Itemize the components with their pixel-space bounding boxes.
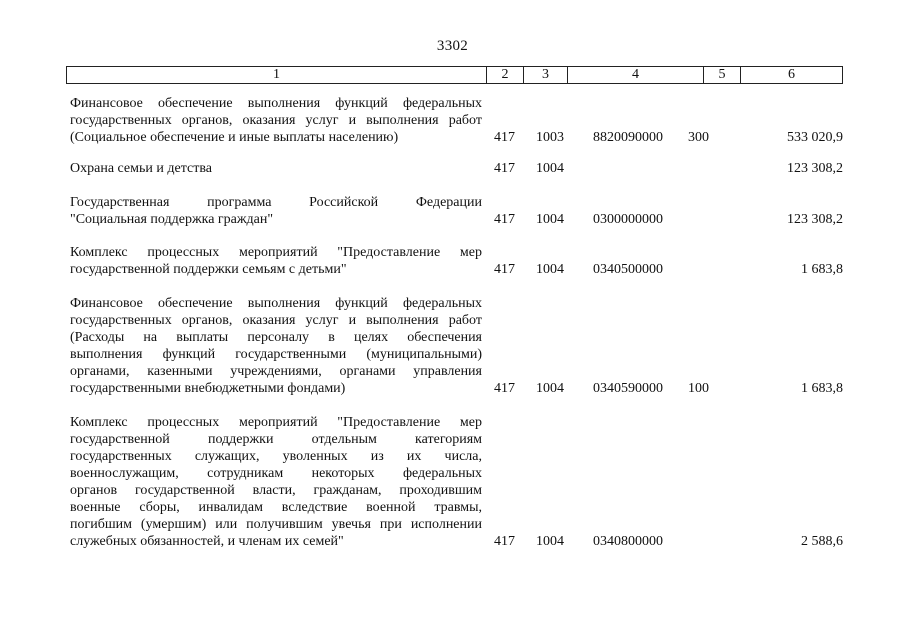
row-description-line: (Социальное обеспечение и иные выплаты населению): [70, 130, 399, 145]
row-cs-code: 8820090000: [593, 130, 663, 145]
row-rz-code: 1004: [536, 212, 564, 227]
row-description: [70, 414, 482, 550]
row-description: [70, 194, 482, 228]
row-description: [70, 295, 482, 397]
row-gr-code: 417: [494, 212, 515, 227]
row-description-line: государственных органов, оказания услуг и выполнения работ: [70, 113, 482, 128]
row-description-line: государственных органов, оказания услуг и выполнения работ: [70, 313, 482, 328]
row-rz-code: 1003: [536, 130, 564, 145]
header-col-4: 4: [568, 67, 704, 83]
row-rz-code: 1004: [536, 262, 564, 277]
row-gr-code: 417: [494, 381, 515, 396]
header-col-6: 6: [788, 67, 795, 82]
row-gr-code: 417: [494, 161, 515, 176]
row-description-line: органами, казенными учреждениями, органами управления: [70, 364, 482, 379]
row-cs-code: 0340800000: [593, 534, 663, 549]
row-vr-code: 300: [688, 130, 709, 145]
column-number-header: [66, 66, 843, 84]
header-col-1: 1: [67, 67, 487, 83]
row-description-line: (Расходы на выплаты персоналу в целях обеспечения: [70, 330, 482, 345]
row-description-line: Комплекс процессных мероприятий "Предоставление мер: [70, 245, 482, 260]
row-vr-code: 100: [688, 381, 709, 396]
row-amount: 123 308,2: [787, 212, 843, 227]
row-rz-code: 1004: [536, 381, 564, 396]
row-description: [70, 244, 482, 278]
row-description: [70, 95, 482, 146]
row-description-line: органов государственной власти, гражданам, проходившим: [70, 483, 482, 498]
header-col-5: 5: [704, 67, 741, 83]
row-gr-code: 417: [494, 262, 515, 277]
row-description-line: государственными внебюджетными фондами): [70, 381, 346, 396]
row-amount: 1 683,8: [801, 381, 843, 396]
row-description-line: служебных обязанностей, и членам их семей": [70, 534, 344, 549]
row-description-line: государственной поддержки семьям с детьми": [70, 262, 347, 277]
row-amount: 2 588,6: [801, 534, 843, 549]
row-amount: 123 308,2: [787, 161, 843, 176]
header-col-2: 2: [487, 67, 524, 83]
row-description-line: военнослужащим, сотрудникам некоторых федеральных: [70, 466, 482, 481]
row-description-line: Охрана семьи и детства: [70, 161, 212, 176]
row-description-line: военные сборы, инвалидам вследствие военной травмы,: [70, 500, 482, 515]
row-cs-code: 0340590000: [593, 381, 663, 396]
row-gr-code: 417: [494, 534, 515, 549]
row-cs-code: 0300000000: [593, 212, 663, 227]
row-amount: 533 020,9: [787, 130, 843, 145]
row-rz-code: 1004: [536, 161, 564, 176]
row-amount: 1 683,8: [801, 262, 843, 277]
row-description-line: Государственная программа Российской Федерации: [70, 195, 482, 210]
row-description-line: Комплекс процессных мероприятий "Предоставление мер: [70, 415, 482, 430]
row-description-line: выполнения функций государственными (муниципальными): [70, 347, 482, 362]
row-description-line: государственных служащих, уволенных из их числа,: [70, 449, 482, 464]
row-description-line: погибшим (умершим) или получившим увечья при исполнении: [70, 517, 482, 532]
row-description-line: Финансовое обеспечение выполнения функций федеральных: [70, 296, 482, 311]
row-description: [70, 160, 482, 177]
row-description-line: Финансовое обеспечение выполнения функций федеральных: [70, 96, 482, 111]
row-cs-code: 0340500000: [593, 262, 663, 277]
row-rz-code: 1004: [536, 534, 564, 549]
page-number: 3302: [436, 38, 469, 54]
header-col-3: 3: [524, 67, 568, 83]
row-description-line: "Социальная поддержка граждан": [70, 212, 274, 227]
row-description-line: государственной поддержки отдельным категориям: [70, 432, 482, 447]
row-gr-code: 417: [494, 130, 515, 145]
